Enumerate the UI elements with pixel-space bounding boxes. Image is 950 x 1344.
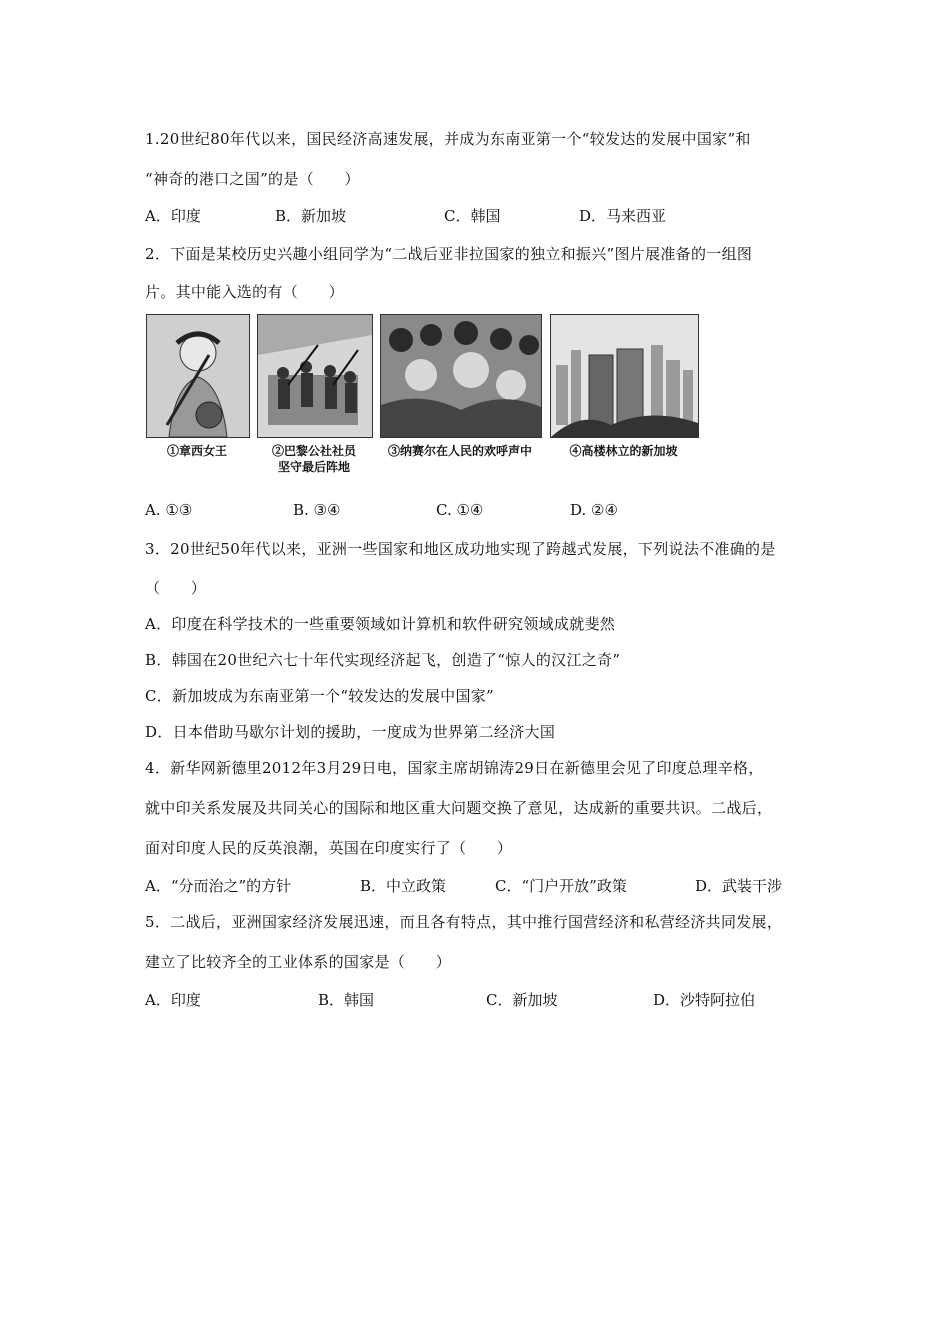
- q2-option-c[interactable]: C. ①④: [436, 501, 484, 519]
- q4-stem-line2: 就中印关系发展及共同关心的国际和地区重大问题交换了意见，达成新的重要共识。二战后，: [145, 799, 773, 817]
- q1-stem-line2: “神奇的港口之国”的是（ ）: [145, 170, 360, 188]
- q2-option-a[interactable]: A. ①③: [145, 501, 193, 519]
- q5-option-b[interactable]: B．韩国: [318, 991, 375, 1009]
- q4-stem-line3: 面对印度人民的反英浪潮，英国在印度实行了（ ）: [145, 839, 513, 857]
- picture-paris-commune: [257, 314, 373, 438]
- q4-option-b[interactable]: B．中立政策: [360, 877, 447, 895]
- q5-stem-line2: 建立了比较齐全的工业体系的国家是（ ）: [145, 953, 452, 971]
- caption-picture-3: ③纳赛尔在人民的欢呼声中: [387, 444, 532, 458]
- caption-picture-2-line2: 坚守最后阵地: [277, 460, 350, 474]
- q1-stem-line1: 1.20世纪80年代以来，国民经济高速发展，并成为东南亚第一个“较发达的发展中国家”和: [145, 130, 751, 148]
- q5-option-a[interactable]: A．印度: [145, 991, 201, 1009]
- caption-picture-4: ④高楼林立的新加坡: [569, 444, 678, 458]
- picture-queen-jhansi: [146, 314, 250, 438]
- q3-option-c[interactable]: C．新加坡成为东南亚第一个“较发达的发展中国家”: [145, 687, 495, 705]
- picture-nasser-crowd: [380, 314, 542, 438]
- q4-option-c[interactable]: C．“门户开放”政策: [495, 877, 627, 895]
- q4-option-d[interactable]: D．武装干涉: [695, 877, 783, 895]
- q5-option-c[interactable]: C．新加坡: [486, 991, 558, 1009]
- q4-stem-line1: 4．新华网新德里2012年3月29日电，国家主席胡锦涛29日在新德里会见了印度总理辛格，: [145, 759, 764, 777]
- q3-stem-line2: （ ）: [145, 579, 207, 597]
- q3-stem-line1: 3．20世纪50年代以来，亚洲一些国家和地区成功地实现了跨越式发展，下列说法不准确的是: [145, 540, 776, 558]
- q1-option-b[interactable]: B．新加坡: [275, 207, 347, 225]
- q5-option-d[interactable]: D．沙特阿拉伯: [653, 991, 756, 1009]
- picture-singapore-skyline: [550, 314, 699, 438]
- q3-option-a[interactable]: A．印度在科学技术的一些重要领域如计算机和软件研究领域成就斐然: [145, 615, 616, 633]
- q2-stem-line1: 2．下面是某校历史兴趣小组同学为“二战后亚非拉国家的独立和振兴”图片展准备的一组图: [145, 245, 753, 263]
- q1-option-c[interactable]: C．韩国: [444, 207, 501, 225]
- q2-option-b[interactable]: B. ③④: [293, 501, 341, 519]
- q3-option-b[interactable]: B．韩国在20世纪六七十年代实现经济起飞，创造了“惊人的汉江之奇”: [145, 651, 621, 669]
- q4-option-a[interactable]: A．“分而治之”的方针: [145, 877, 292, 895]
- q3-option-d[interactable]: D．日本借助马歇尔计划的援助，一度成为世界第二经济大国: [145, 723, 556, 741]
- q1-option-d[interactable]: D．马来西亚: [579, 207, 667, 225]
- q2-option-d[interactable]: D. ②④: [570, 501, 618, 519]
- q2-stem-line2: 片。其中能入选的有（ ）: [145, 283, 344, 301]
- caption-picture-2-line1: ②巴黎公社社员: [271, 444, 356, 458]
- q1-option-a[interactable]: A．印度: [145, 207, 201, 225]
- q5-stem-line1: 5．二战后，亚洲国家经济发展迅速，而且各有特点，其中推行国营经济和私营经济共同发展，: [145, 913, 783, 931]
- caption-picture-1: ①章西女王: [166, 444, 227, 458]
